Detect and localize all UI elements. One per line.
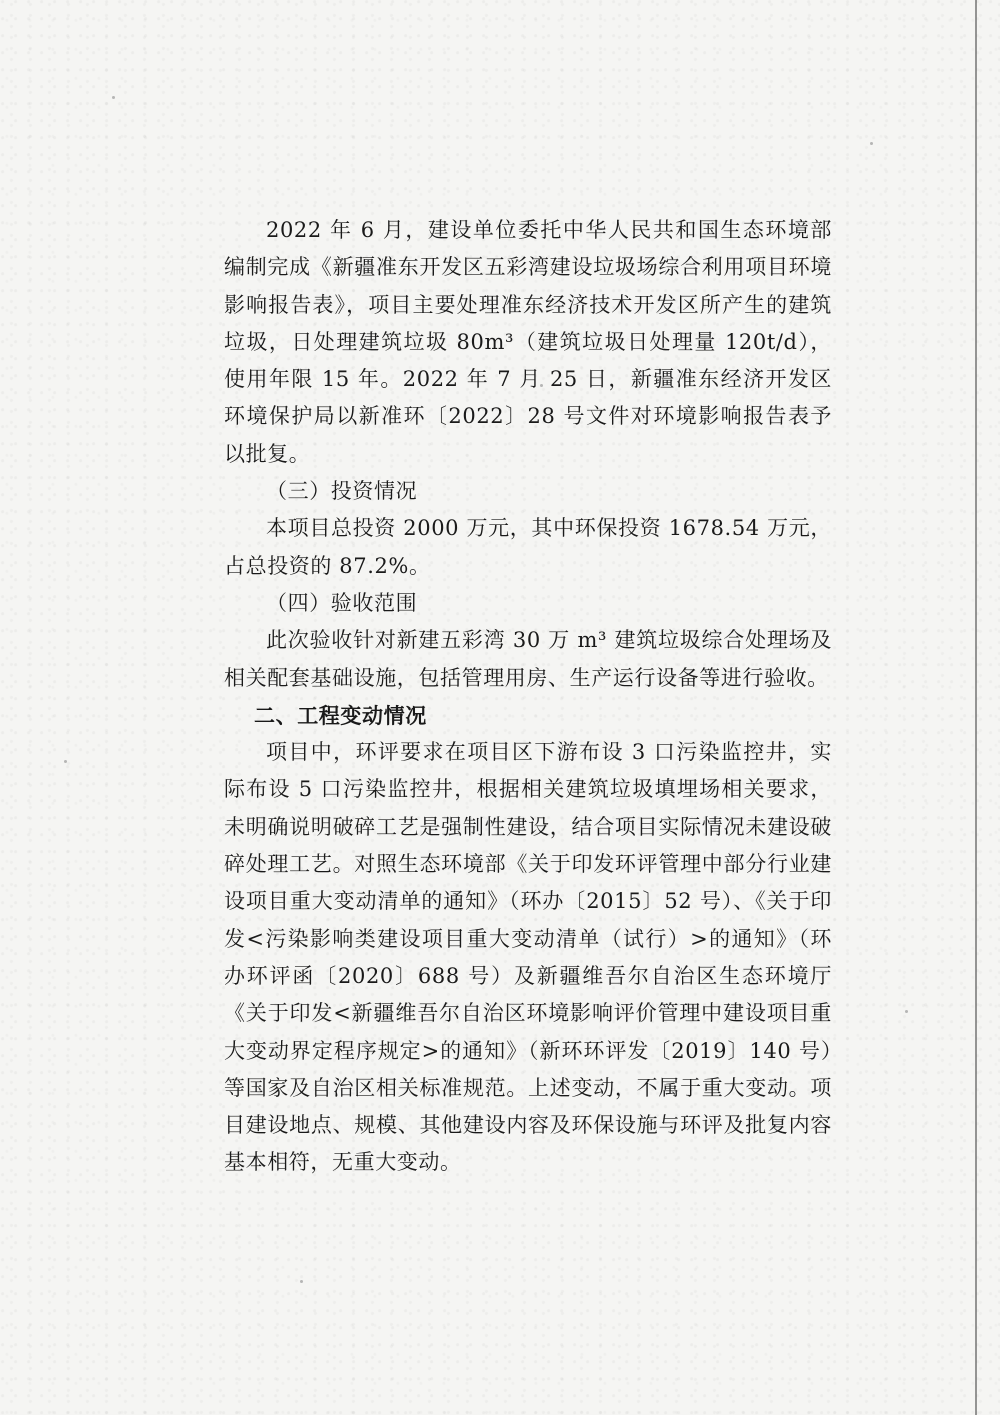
paragraph-investment: 本项目总投资 2000 万元，其中环保投资 1678.54 万元，占总投资的 87.2%。 [224,516,832,578]
paragraph-eia-report: 2022 年 6 月，建设单位委托中华人民共和国生态环境部编制完成《新疆准东开发区五彩湾建设垃圾场综合利用项目环境影响报告表》，项目主要处理准东经济技术开发区所产生的建筑垃圾，日处理建筑垃圾 80m³（建筑垃圾日处理量 120t/d），使用年限 15 年。2022 年 7 月 25 日，新疆准东经济开发区环境保护局以新准环〔2022〕28 号文件对环境影响报告表予以批复。 [224,218,832,466]
paragraph-engineering-changes: 项目中，环评要求在项目区下游布设 3 口污染监控井，实际布设 5 口污染监控井，根据相关建筑垃圾填埋场相关要求，未明确说明破碎工艺是强制性建设，结合项目实际情况未建设破碎处理工艺。对照生态环境部《关于印发环评管理中部分行业建设项目重大变动清单的通知》（环办〔2015〕52 号）、《关于印发<污染影响类建设项目重大变动清单（试行）>的通知》（环办环评函〔2020〕688 号）及新疆维吾尔自治区生态环境厅《关于印发<新疆维吾尔自治区环境影响评价管理中建设项目重大变动界定程序规定>的通知》（新环环评发〔2019〕140 号）等国家及自治区相关标准规范。上述变动，不属于重大变动。项目建设地点、规模、其他建设内容及环保设施与环评及批复内容基本相符，无重大变动。 [224,740,832,1175]
page-edge-shadow [975,0,977,1415]
paragraph-acceptance-scope: 此次验收针对新建五彩湾 30 万 m³ 建筑垃圾综合处理场及相关配套基础设施，包括管理用房、生产运行设备等进行验收。 [224,628,832,690]
scan-speck [112,96,115,99]
document-body [224,212,832,1182]
heading-engineering-changes: 二、工程变动情况 [254,702,427,728]
scan-speck [905,1010,908,1013]
heading-acceptance-scope: （四）验收范围 [266,590,418,615]
heading-investment: （三）投资情况 [266,479,418,504]
scan-speck [64,760,67,763]
scan-speck [870,142,873,145]
scan-speck [300,1280,303,1283]
